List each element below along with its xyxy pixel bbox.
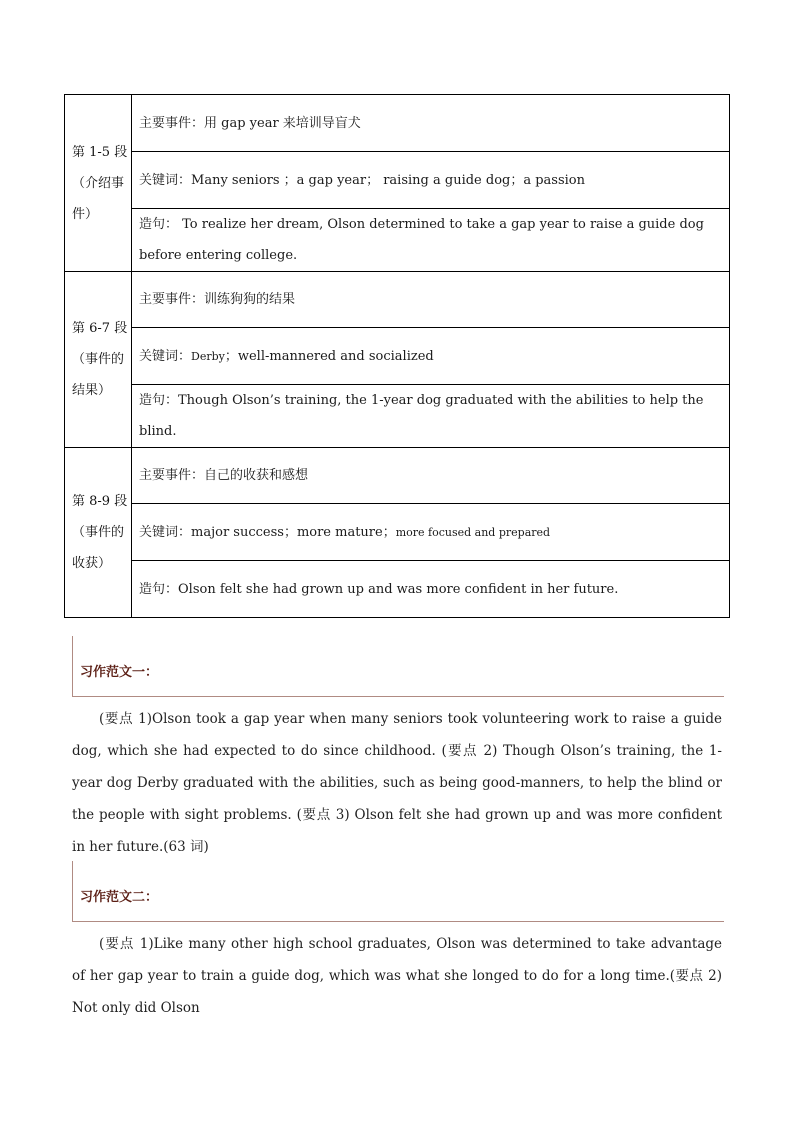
table-row <box>65 95 730 152</box>
main-event-cell: 主要事件：用 gap year 来培训导盲犬 <box>132 95 730 152</box>
sentence-cell: 造句：Though Olson’s training, the 1-year dog graduated with the abilities to help the blind. <box>132 385 730 448</box>
keywords-cell <box>132 328 730 385</box>
table-row <box>65 328 730 385</box>
essay2-heading <box>72 861 724 922</box>
keywords-cell <box>132 504 730 561</box>
keywords-text: ；well-mannered and socialized <box>224 348 434 364</box>
table-row <box>65 504 730 561</box>
segment-label: 第 8-9 段 <box>72 494 128 509</box>
essay1-title: 习作范文一： <box>80 665 159 680</box>
sentence-cell: 造句：Olson felt she had grown up and was more confident in her future. <box>132 561 730 618</box>
segment-cell <box>65 272 132 448</box>
keywords-text: major success；more mature； <box>191 524 396 540</box>
table-row <box>65 272 730 328</box>
essay1-heading <box>72 636 724 697</box>
segment-desc: 件） <box>72 206 99 222</box>
segment-cell <box>65 95 132 272</box>
keywords-text: Derby <box>191 349 225 363</box>
keywords-label: 关键词： <box>139 524 192 540</box>
segment-desc: （介绍事 <box>72 175 125 191</box>
keywords-cell <box>132 152 730 209</box>
table-row <box>65 209 730 272</box>
segment-cell <box>65 448 132 618</box>
table-row <box>65 448 730 504</box>
table-row <box>65 561 730 618</box>
segment-label: 第 1-5 段 <box>72 144 128 160</box>
main-event-cell: 主要事件：训练狗狗的结果 <box>132 272 730 328</box>
outline-table <box>64 94 730 618</box>
essay2-paragraph: (要点 1)Like many other high school graduates, Olson was determined to take advantage of her gap year to train a guide dog, which was what she longed to do for a long time.(要点 2) Not only did Olson <box>72 936 722 1016</box>
segment-label: 第 6-7 段 <box>72 321 128 336</box>
main-event-cell: 主要事件：自己的收获和感想 <box>132 448 730 504</box>
segment-desc: 结果） <box>72 383 112 398</box>
table-row <box>65 152 730 209</box>
essay1-paragraph: (要点 1)Olson took a gap year when many seniors took volunteering work to raise a guide dog, which she had expected to do since childhood. (要点 2) Though Olson’s training, the 1-year dog Derby graduated with the abilities, such as being good-manners, to help the blind or the people with sight problems. (要点 3) Olson felt she had grown up and was more confident in her future.(63 词) <box>72 711 722 855</box>
segment-desc: 收获） <box>72 556 112 571</box>
keywords-label: 关键词： <box>139 172 192 188</box>
segment-desc: （事件的 <box>72 525 125 540</box>
sentence-cell: 造句： To realize her dream, Olson determined to take a gap year to raise a guide dog before entering college. <box>132 209 730 272</box>
segment-desc: （事件的 <box>72 352 125 367</box>
keywords-text: more focused and prepared <box>395 525 551 539</box>
keywords-text: Many seniors ；a gap year； raising a guide dog；a passion <box>191 172 585 188</box>
table-row <box>65 385 730 448</box>
essay2-title: 习作范文二： <box>80 890 159 905</box>
keywords-label: 关键词： <box>139 348 192 364</box>
